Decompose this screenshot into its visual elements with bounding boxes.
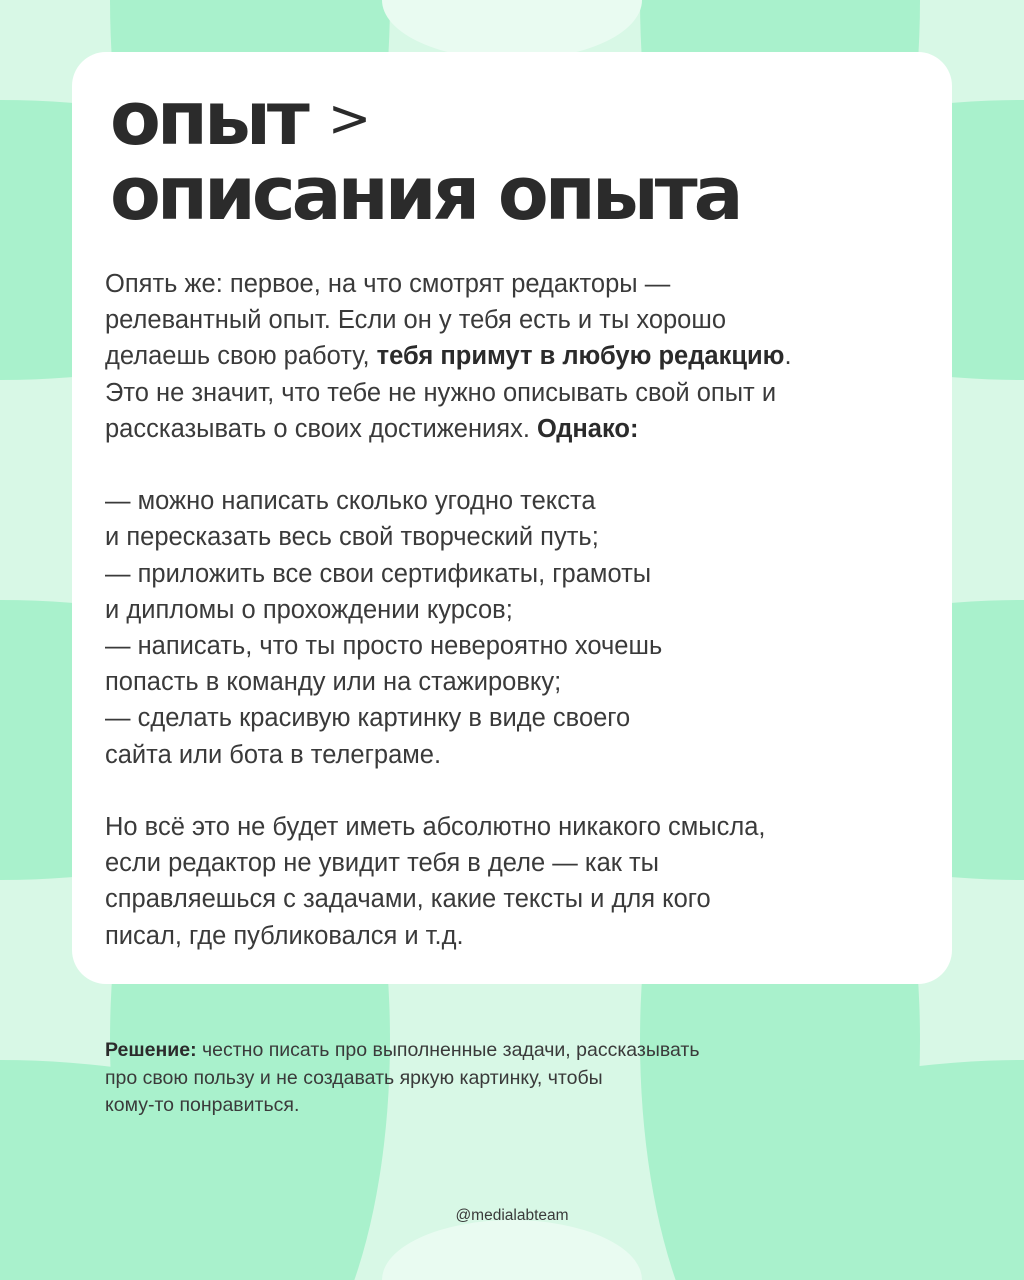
title-line-2: описания опыта [110,151,740,237]
solution-line: про свою пользу и не создавать яркую картинку, чтобы [105,1066,603,1089]
intro-emphasis: Однако: [537,414,639,443]
intro-text: рассказывать о своих достижениях. [105,414,537,443]
title-line-1 [110,76,890,162]
intro-emphasis: тебя примут в любую редакцию [376,342,785,371]
title-word: опыт [110,76,306,162]
intro-text: . [784,342,792,371]
solution-body: честно писать про выполненные задачи, рассказывать [196,1039,700,1061]
intro-line: Опять же: первое, на что смотрят редакторы — [105,270,671,298]
solution-line [105,1037,905,1065]
chevron-right-icon: > [327,89,372,149]
list-line: — написать, что ты просто невероятно хочешь [105,632,663,661]
conclusion-line: Но всё это не будет иметь абсолютно никакого смысла, [105,813,766,842]
solution-text [105,1037,905,1120]
intro-line [105,338,935,374]
solution-label: Решение: [105,1039,197,1061]
conclusion-line: справляешься с задачами, какие тексты и для кого [105,885,711,914]
conclusion-line: писал, где публиковался и т.д. [105,921,464,950]
conclusion-line: если редактор не увидит тебя в деле — как ты [105,849,660,878]
account-handle: @medialabteam [455,1207,569,1224]
list-line: попасть в команду или на стажировку; [105,668,562,697]
main-text [105,266,935,954]
list-line: — приложить все свои сертификаты, грамоты [105,559,652,588]
intro-line: релевантный опыт. Если он у тебя есть и ты хорошо [105,306,727,335]
intro-line [105,411,935,447]
list-line: и дипломы о прохождении курсов; [105,595,513,624]
list-line: — можно написать сколько угодно текста [105,487,596,516]
solution-line: кому-то понравиться. [105,1094,300,1116]
page-title [110,76,890,237]
intro-line: Это не значит, что тебе не нужно описывать свой опыт и [105,378,777,407]
paragraph-gap [105,447,935,483]
list-line: и пересказать весь свой творческий путь; [105,523,599,552]
list-line: — сделать красивую картинку в виде своего [105,704,631,733]
paragraph-gap [105,773,935,809]
list-line: сайта или бота в телеграме. [105,740,442,769]
intro-text: делаешь свою работу, [105,342,377,371]
